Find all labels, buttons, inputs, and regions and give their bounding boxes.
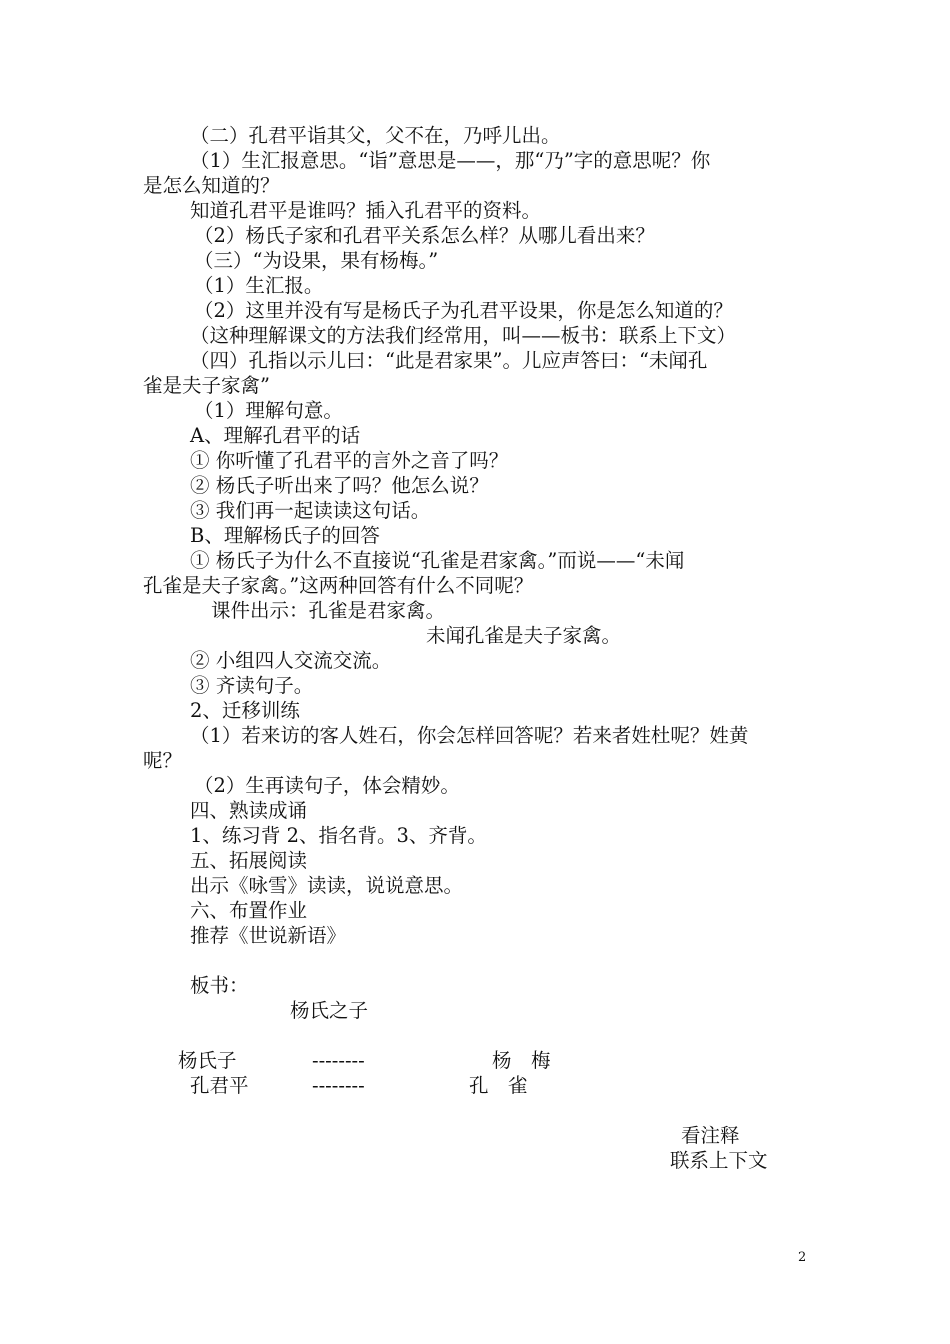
board-row2-right: 孔 雀 bbox=[469, 1074, 528, 1097]
text-line: A、理解孔君平的话 bbox=[190, 424, 361, 447]
board-title: 杨氏之子 bbox=[290, 999, 369, 1022]
text-line: 2、迁移训练 bbox=[190, 699, 300, 722]
text-line: 知道孔君平是谁吗？插入孔君平的资料。 bbox=[190, 199, 542, 222]
text-line: （1）生汇报意思。“诣”意思是——，那“乃”字的意思呢？你 bbox=[190, 149, 711, 172]
text-line: （二）孔君平诣其父，父不在，乃呼儿出。 bbox=[190, 124, 561, 147]
board-label: 板书： bbox=[190, 974, 249, 997]
text-line: 孔雀是夫子家禽。”这两种回答有什么不同呢？ bbox=[143, 574, 534, 597]
text-line: （1）生汇报。 bbox=[194, 274, 324, 297]
board-row2-left: 孔君平 bbox=[190, 1074, 249, 1097]
text-line: ② 小组四人交流交流。 bbox=[190, 649, 392, 672]
text-line: 课件出示：孔雀是君家禽。 bbox=[211, 599, 446, 622]
board-row1-left: 杨氏子 bbox=[178, 1049, 237, 1072]
text-line: ③ 齐读句子。 bbox=[190, 674, 314, 697]
text-line: B、理解杨氏子的回答 bbox=[190, 524, 380, 547]
board-row1-right: 杨 梅 bbox=[492, 1049, 551, 1072]
text-line: 呢？ bbox=[143, 749, 183, 772]
text-line: ③ 我们再一起读读这句话。 bbox=[190, 499, 431, 522]
text-line: （三）“为设果，果有杨梅。” bbox=[194, 249, 439, 272]
text-line: （四）孔指以示儿曰：“此是君家果”。儿应声答曰：“未闻孔 bbox=[190, 349, 708, 372]
text-line: （2）生再读句子，体会精妙。 bbox=[194, 774, 460, 797]
text-line: 雀是夫子家禽” bbox=[143, 374, 270, 397]
board-note-annotation: 看注释 bbox=[681, 1124, 740, 1147]
text-line: 是怎么知道的？ bbox=[143, 174, 280, 197]
board-row2-dash: -------- bbox=[312, 1074, 365, 1097]
text-line: （1）理解句意。 bbox=[194, 399, 343, 422]
text-line: ② 杨氏子听出来了吗？他怎么说？ bbox=[190, 474, 489, 497]
board-note-context: 联系上下文 bbox=[670, 1149, 768, 1172]
text-line: 1、练习背 2、指名背。3、齐背。 bbox=[190, 824, 487, 847]
text-line: 六、布置作业 bbox=[190, 899, 308, 922]
text-line: （这种理解课文的方法我们经常用，叫——板书：联系上下文） bbox=[190, 324, 737, 347]
text-line: 未闻孔雀是夫子家禽。 bbox=[426, 624, 622, 647]
text-line: ① 杨氏子为什么不直接说“孔雀是君家禽。”而说——“未闻 bbox=[190, 549, 685, 572]
text-line: 五、拓展阅读 bbox=[190, 849, 308, 872]
text-line: 四、熟读成诵 bbox=[190, 799, 308, 822]
text-line: ① 你听懂了孔君平的言外之音了吗？ bbox=[190, 449, 509, 472]
text-line: 推荐《世说新语》 bbox=[190, 924, 347, 947]
text-line: 出示《咏雪》读读，说说意思。 bbox=[190, 874, 464, 897]
page-number: 2 bbox=[798, 1250, 807, 1265]
text-line: （2）这里并没有写是杨氏子为孔君平设果，你是怎么知道的？ bbox=[194, 299, 733, 322]
text-line: （2）杨氏子家和孔君平关系怎么样？从哪儿看出来？ bbox=[194, 224, 655, 247]
text-line: （1）若来访的客人姓石，你会怎样回答呢？若来者姓杜呢？姓黄 bbox=[190, 724, 749, 747]
board-row1-dash: -------- bbox=[312, 1049, 365, 1072]
